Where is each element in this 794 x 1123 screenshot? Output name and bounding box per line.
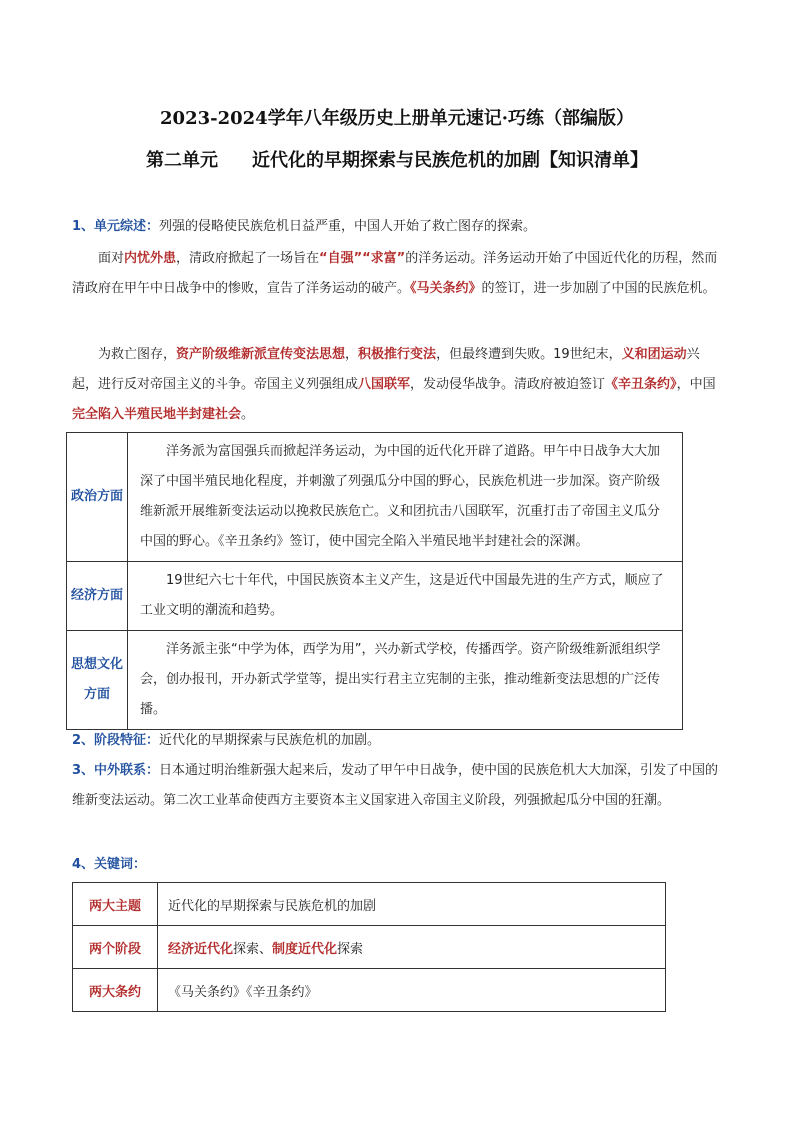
highlight-text: 义和团运动 — [621, 347, 687, 362]
table-row — [67, 562, 683, 631]
highlight-text: 制度近代化 — [272, 941, 338, 957]
highlight-text: 资产阶级维新派宣传变法思想 — [176, 347, 346, 362]
section-3-label: 3、中外联系： — [72, 763, 160, 778]
document-subtitle — [0, 146, 794, 172]
text-run: ，清政府掀起了一场旨在 — [176, 251, 320, 266]
table-row — [73, 969, 666, 1012]
row-header: 政治方面 — [67, 433, 128, 562]
row-content: 洋务派主张“中学为体，西学为用”，兴办新式学校，传播西学。资产阶级维新派组织学会，创办报刊，开办新式学堂等，提出实行君主立宪制的主张，推动维新变法思想的广泛传播。 — [128, 631, 683, 730]
row-header: 两大条约 — [73, 969, 158, 1012]
highlight-text: “自强”“求富” — [319, 251, 406, 266]
text-run: ，发动侵华战争。清政府被迫签订 — [410, 377, 606, 392]
row-content: 洋务派为富国强兵而掀起洋务运动，为中国的近代化开辟了道路。甲午中日战争大大加深了中国半殖民地化程度，并刺激了列强瓜分中国的野心，民族危机进一步加深。资产阶级维新派开展维新变法运动以挽救民族危亡。义和团抗击八国联军，沉重打击了帝国主义瓜分中国的野心。《辛丑条约》签订，使中国完全陷入半殖民地半封建社会的深渊。 — [128, 433, 683, 562]
section-2 — [72, 726, 722, 756]
text-run: ，但最终遭到失败。19世纪末， — [436, 347, 622, 362]
row-header: 两个阶段 — [73, 926, 158, 969]
section-1-paragraph-2 — [72, 340, 722, 430]
unit-label: 第二单元 — [146, 150, 218, 171]
section-1-label: 1、单元综述： — [72, 219, 160, 234]
section-4-label: 4、关键词： — [72, 857, 147, 872]
text-run: 面对 — [98, 251, 125, 266]
aspects-table — [66, 432, 683, 730]
section-2-label: 2、阶段特征： — [72, 733, 160, 748]
keywords-table — [72, 882, 666, 1012]
highlight-text: 八国联军 — [358, 377, 411, 392]
text-run: 探索 — [337, 941, 364, 957]
text-run: 的签订，进一步加剧了中国的民族危机。 — [481, 281, 716, 296]
text-run: 兴起，进行反对帝国主义的斗争。帝国主义列强组成 — [72, 347, 700, 392]
row-header: 思想文化方面 — [67, 631, 128, 730]
row-header: 两大主题 — [73, 883, 158, 926]
row-content: 近代化的早期探索与民族危机的加剧 — [158, 883, 666, 926]
text-run: 。 — [241, 407, 255, 422]
row-content: 《马关条约》《辛丑条约》 — [158, 969, 666, 1012]
highlight-text: 经济近代化 — [168, 941, 234, 957]
highlight-text: 完全陷入半殖民地半封建社会 — [72, 407, 242, 422]
highlight-text: 《辛丑条约》 — [605, 377, 677, 392]
row-content — [158, 926, 666, 969]
text-run: ，中国 — [676, 377, 716, 392]
table-row — [73, 883, 666, 926]
section-4 — [72, 850, 722, 880]
row-content: 19世纪六七十年代，中国民族资本主义产生，这是近代中国最先进的生产方式，顺应了工业文明的潮流和趋势。 — [128, 562, 683, 631]
section-1-text: 列强的侵略使民族危机日益严重，中国人开始了救亡图存的探索。 — [159, 219, 537, 234]
section-2-text: 近代化的早期探索与民族危机的加剧。 — [159, 733, 381, 748]
highlight-text: 积极推行变法 — [358, 347, 437, 362]
section-3-text: 日本通过明治维新强大起来后，发动了甲午中日战争，使中国的民族危机大大加深，引发了中国的维新变法运动。第二次工业革命使西方主要资本主义国家进入帝国主义阶段，列强掀起瓜分中国的狂潮。 — [72, 763, 719, 808]
text-run: ， — [345, 347, 359, 362]
unit-title: 近代化的早期探索与民族危机的加剧【知识清单】 — [252, 150, 648, 171]
section-3 — [72, 756, 722, 816]
table-row — [73, 926, 666, 969]
table-row — [67, 631, 683, 730]
highlight-text: 内忧外患 — [124, 251, 177, 266]
section-1-intro — [72, 212, 722, 242]
highlight-text: 《马关条约》 — [410, 281, 482, 296]
section-1-paragraph-1 — [72, 244, 722, 304]
table-row — [67, 433, 683, 562]
text-run: 的洋务运动。洋务运动开始了中国近代化的历程，然而清政府在甲午中日战争中的惨败，宣告了洋务运动的破产。 — [72, 251, 718, 296]
text-run: 为救亡图存， — [98, 347, 177, 362]
document-title: 2023-2024学年八年级历史上册单元速记·巧练（部编版） — [160, 108, 634, 129]
row-header: 经济方面 — [67, 562, 128, 631]
text-run: 探索、 — [233, 941, 273, 957]
